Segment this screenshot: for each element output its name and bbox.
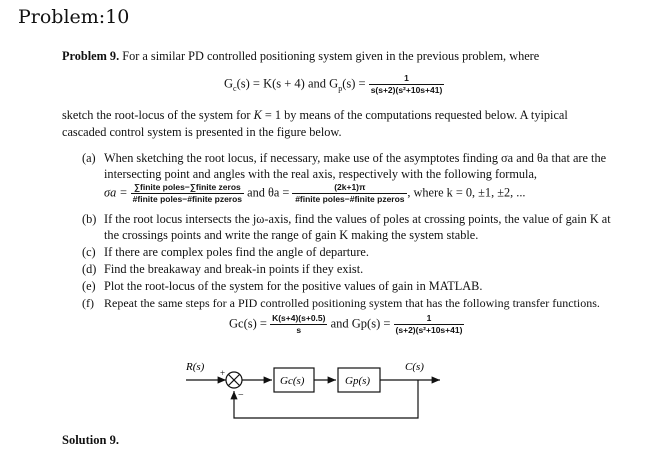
summing-junction bbox=[226, 372, 242, 388]
gp-subscript: p bbox=[338, 83, 343, 93]
problem-label: Problem 9. bbox=[62, 49, 120, 63]
item-e-text: Plot the root-locus of the system for the positive values of gain in MATLAB. bbox=[104, 279, 483, 293]
item-f-text: Repeat the same steps for a PID controlled positioning system that has the following transfer functions. bbox=[104, 296, 600, 310]
item-a-line-2: intersecting point and angles with the real axis, respectively with the following formula, bbox=[104, 167, 538, 181]
pid-gp-label: and Gp(s) = bbox=[330, 316, 391, 331]
theta-numerator: (2k+1)π bbox=[292, 182, 407, 194]
theta-label: and θa = bbox=[247, 185, 290, 200]
solution-label: Solution 9. bbox=[62, 433, 119, 447]
item-b-line-2: the crossings points and write the range of gain K making the system stable. bbox=[104, 228, 479, 242]
gc-subscript: c bbox=[233, 83, 237, 93]
pid-gp-denominator: (s+2)(s²+10s+41) bbox=[395, 325, 463, 335]
para-k: K bbox=[253, 108, 262, 122]
input-label: R(s) bbox=[186, 361, 205, 373]
output-label: C(s) bbox=[405, 361, 424, 373]
gp-numerator: 1 bbox=[369, 73, 445, 85]
sigma-numerator: ∑finite poles−∑finite zeros bbox=[131, 182, 244, 194]
theta-denominator: #finite poles−#finite pzeros bbox=[295, 194, 405, 204]
para-pre: sketch the root-locus of the system for bbox=[62, 108, 254, 122]
item-d-text: Find the breakaway and break-in points if they exist. bbox=[104, 262, 364, 276]
feedback-path bbox=[234, 380, 418, 418]
item-a-text: When sketching the root locus, if necessary, make use of the asymptotes finding σa and θa that are the bbox=[104, 151, 607, 165]
sigma-denominator: #finite poles−#finite pzeros bbox=[132, 194, 243, 204]
pid-gp-numerator: 1 bbox=[394, 313, 465, 325]
item-f-label: (f) bbox=[82, 296, 94, 310]
pid-gc-label: Gc(s) = bbox=[229, 316, 267, 331]
item-e-label: (e) bbox=[82, 279, 96, 293]
page-header: Problem:10 bbox=[18, 6, 130, 28]
item-c-text: If there are complex poles find the angle of departure. bbox=[104, 245, 369, 259]
gc-symbol: G bbox=[224, 76, 234, 91]
item-b-label: (b) bbox=[82, 212, 97, 226]
para-post: = 1 by means of the computations requested below. A tyipical bbox=[261, 108, 568, 122]
gc-rhs: (s) = K(s + 4) and G bbox=[236, 76, 339, 91]
item-b-text: If the root locus intersects the jω-axis, find the values of poles at crossing points, the value of gain K at bbox=[104, 212, 611, 226]
minus-sign: − bbox=[238, 390, 244, 401]
pid-gc-numerator: K(s+4)(s+0.5) bbox=[272, 313, 326, 323]
item-d-label: (d) bbox=[82, 262, 97, 276]
pid-gc-denominator: s bbox=[296, 325, 302, 335]
gp-block-label: Gp(s) bbox=[345, 375, 371, 387]
gp-mid: (s) = bbox=[342, 76, 366, 91]
intro-text: For a similar PD controlled positioning system given in the previous problem, where bbox=[119, 49, 540, 63]
gp-denominator: s(s+2)(s²+10s+41) bbox=[370, 85, 443, 95]
paragraph-line-2: cascaded control system is presented in the figure below. bbox=[62, 125, 342, 139]
sigma-label: σa = bbox=[104, 185, 128, 200]
item-c-label: (c) bbox=[82, 245, 96, 259]
gc-block-label: Gc(s) bbox=[280, 375, 305, 387]
item-a-label: (a) bbox=[82, 151, 96, 165]
plus-sign: + bbox=[220, 368, 226, 378]
where-clause: , where k = 0, ±1, ±2, ... bbox=[407, 185, 526, 200]
